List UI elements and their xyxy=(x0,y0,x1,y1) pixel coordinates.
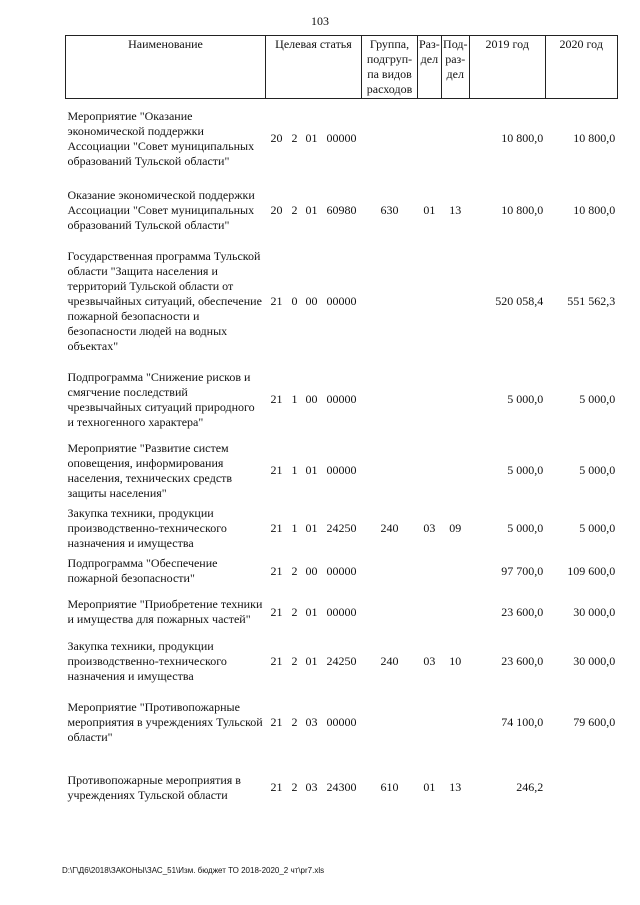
cell-y2020: 10 800,0 xyxy=(573,131,616,146)
cell-y2019: 23 600,0 xyxy=(501,604,544,619)
cell-c1: 21 xyxy=(270,521,283,535)
cell-c2: 2 xyxy=(291,715,298,729)
cell-c2: 1 xyxy=(291,521,298,535)
cell-group: 610 xyxy=(380,780,399,794)
cell-c3: 03 xyxy=(305,780,318,794)
cell-c4: 00000 xyxy=(326,294,357,308)
cell-name: Подпрограмма "Обеспечение пожарной безопасности" xyxy=(67,556,218,585)
cell-c4: 00000 xyxy=(326,715,357,729)
cell-subsection xyxy=(441,687,469,759)
cell-c2: 2 xyxy=(291,654,298,668)
cell-c2: 0 xyxy=(291,294,298,308)
cell-c3: 01 xyxy=(305,521,318,535)
cell-name: Мероприятие "Приобретение техники и имущества для пожарных частей" xyxy=(67,597,263,626)
cell-group: 240 xyxy=(380,521,399,535)
cell-c2: 2 xyxy=(291,780,298,794)
cell-subsection xyxy=(441,99,469,179)
table-row xyxy=(66,99,618,179)
cell-section: 03 xyxy=(423,654,436,668)
cell-y2019: 97 700,0 xyxy=(501,563,544,578)
cell-group xyxy=(362,555,418,588)
table-header xyxy=(66,36,618,99)
cell-c1: 21 xyxy=(270,604,283,619)
cell-c2: 2 xyxy=(291,203,298,217)
cell-c4: 00000 xyxy=(326,463,357,477)
cell-name: Мероприятие "Развитие систем оповещения, информирования населения, технических средств защиты населения" xyxy=(67,440,233,500)
cell-section xyxy=(418,439,442,503)
cell-c1: 21 xyxy=(270,294,283,308)
cell-section: 01 xyxy=(423,203,436,217)
cell-c1: 21 xyxy=(270,715,283,729)
header-name: Наименование xyxy=(66,36,266,99)
cell-subsection xyxy=(441,588,469,637)
table-row xyxy=(66,361,618,439)
cell-name: Государственная программа Тульской области "Защита населения и территорий Тульской области от чрезвычайных ситуаций, обеспечение пожарной безопасности и безопасности людей на водных объектах" xyxy=(67,249,262,353)
cell-subsection xyxy=(441,361,469,439)
cell-group xyxy=(362,439,418,503)
cell-y2019: 10 800,0 xyxy=(501,131,544,146)
table-row xyxy=(66,555,618,588)
cell-section: 01 xyxy=(423,780,436,794)
page-number: 103 xyxy=(311,14,329,28)
header-2019: 2019 год xyxy=(469,36,545,99)
cell-y2019: 5 000,0 xyxy=(507,392,544,406)
cell-y2020: 5 000,0 xyxy=(579,521,616,535)
cell-y2020: 551 562,3 xyxy=(567,294,616,308)
cell-c1: 21 xyxy=(270,563,283,578)
cell-name: Подпрограмма "Снижение рисков и смягчение последствий чрезвычайных ситуаций природного и техногенного характера" xyxy=(67,369,255,429)
cell-c3: 00 xyxy=(305,563,318,578)
cell-y2020: 79 600,0 xyxy=(573,715,616,729)
cell-c4: 00000 xyxy=(326,563,357,578)
cell-y2020: 5 000,0 xyxy=(579,392,616,406)
cell-group: 630 xyxy=(380,203,399,217)
cell-c3: 00 xyxy=(305,294,318,308)
cell-group xyxy=(362,588,418,637)
cell-group xyxy=(362,687,418,759)
cell-y2020: 30 000,0 xyxy=(573,654,616,668)
cell-y2019: 23 600,0 xyxy=(501,654,544,668)
budget-table xyxy=(65,35,618,817)
cell-c1: 21 xyxy=(270,463,283,477)
cell-name: Закупка техники, продукции производственно-технического назначения и имущества xyxy=(67,506,227,550)
cell-section xyxy=(418,243,442,361)
cell-c2: 1 xyxy=(291,463,298,477)
table-row xyxy=(66,439,618,503)
cell-section xyxy=(418,687,442,759)
cell-c3: 01 xyxy=(305,203,318,217)
table-row xyxy=(66,687,618,759)
table-row xyxy=(66,588,618,637)
table-row xyxy=(66,179,618,243)
cell-y2019: 74 100,0 xyxy=(501,715,544,729)
cell-c2: 1 xyxy=(291,392,298,406)
cell-y2019: 246,2 xyxy=(516,780,544,794)
cell-c3: 00 xyxy=(305,392,318,406)
cell-c4: 00000 xyxy=(326,392,357,406)
cell-group xyxy=(362,361,418,439)
cell-subsection xyxy=(441,243,469,361)
cell-section xyxy=(418,588,442,637)
cell-name: Противопожарные мероприятия в учреждениях Тульской области xyxy=(67,772,241,802)
cell-y2019: 520 058,4 xyxy=(495,294,544,308)
header-section: Раз-дел xyxy=(418,36,442,99)
cell-c4: 24250 xyxy=(326,521,357,535)
cell-c2: 2 xyxy=(291,563,298,578)
cell-name: Мероприятие "Противопожарные мероприятия в учреждениях Тульской области" xyxy=(67,700,263,744)
cell-y2019: 10 800,0 xyxy=(501,203,544,217)
cell-c2: 2 xyxy=(291,131,298,146)
cell-c4: 60980 xyxy=(326,203,357,217)
cell-name: Оказание экономической поддержки Ассоциации "Совет муниципальных образований Тульской области" xyxy=(67,188,255,232)
table-row xyxy=(66,243,618,361)
cell-c3: 01 xyxy=(305,604,318,619)
header-target-article: Целевая статья xyxy=(266,36,362,99)
table-row xyxy=(66,759,618,817)
cell-c4: 24300 xyxy=(326,780,357,794)
cell-y2020: 10 800,0 xyxy=(573,203,616,217)
header-subsection: Под-раз-дел xyxy=(441,36,469,99)
cell-subsection: 13 xyxy=(449,203,462,217)
cell-c1: 20 xyxy=(270,203,283,217)
cell-y2020: 109 600,0 xyxy=(567,563,616,578)
cell-y2020 xyxy=(545,759,617,817)
file-path-footer: D:\Г\Д6\2018\ЗАКОНЫ\ЗАС_51\Изм. бюджет ТО 2018-2020_2 чт\pr7.xls xyxy=(62,866,325,875)
cell-y2020: 5 000,0 xyxy=(579,463,616,477)
cell-section xyxy=(418,99,442,179)
cell-y2020: 30 000,0 xyxy=(573,604,616,619)
cell-subsection: 10 xyxy=(449,654,462,668)
cell-c4: 00000 xyxy=(326,604,357,619)
cell-c1: 20 xyxy=(270,131,283,146)
cell-c3: 01 xyxy=(305,131,318,146)
cell-section: 03 xyxy=(423,521,436,535)
cell-subsection: 13 xyxy=(449,780,462,794)
cell-group: 240 xyxy=(380,654,399,668)
cell-subsection xyxy=(441,439,469,503)
cell-c4: 00000 xyxy=(326,131,357,146)
cell-section xyxy=(418,361,442,439)
cell-c1: 21 xyxy=(270,654,283,668)
header-expense-group: Группа, подгруп-па видов расходов xyxy=(362,36,418,99)
cell-c2: 2 xyxy=(291,604,298,619)
cell-section xyxy=(418,555,442,588)
cell-c1: 21 xyxy=(270,392,283,406)
cell-c3: 03 xyxy=(305,715,318,729)
cell-c3: 01 xyxy=(305,654,318,668)
cell-y2019: 5 000,0 xyxy=(507,521,544,535)
cell-y2019: 5 000,0 xyxy=(507,463,544,477)
cell-subsection xyxy=(441,555,469,588)
cell-group xyxy=(362,243,418,361)
cell-group xyxy=(362,99,418,179)
cell-subsection: 09 xyxy=(449,521,462,535)
cell-c4: 24250 xyxy=(326,654,357,668)
cell-c1: 21 xyxy=(270,780,283,794)
table-body xyxy=(66,99,618,817)
table-row xyxy=(66,637,618,687)
cell-name: Закупка техники, продукции производственно-технического назначения и имущества xyxy=(67,639,227,683)
table-row xyxy=(66,503,618,555)
cell-c3: 01 xyxy=(305,463,318,477)
cell-name: Мероприятие "Оказание экономической поддержки Ассоциации "Совет муниципальных образований Тульской области" xyxy=(67,108,255,168)
header-2020: 2020 год xyxy=(545,36,617,99)
